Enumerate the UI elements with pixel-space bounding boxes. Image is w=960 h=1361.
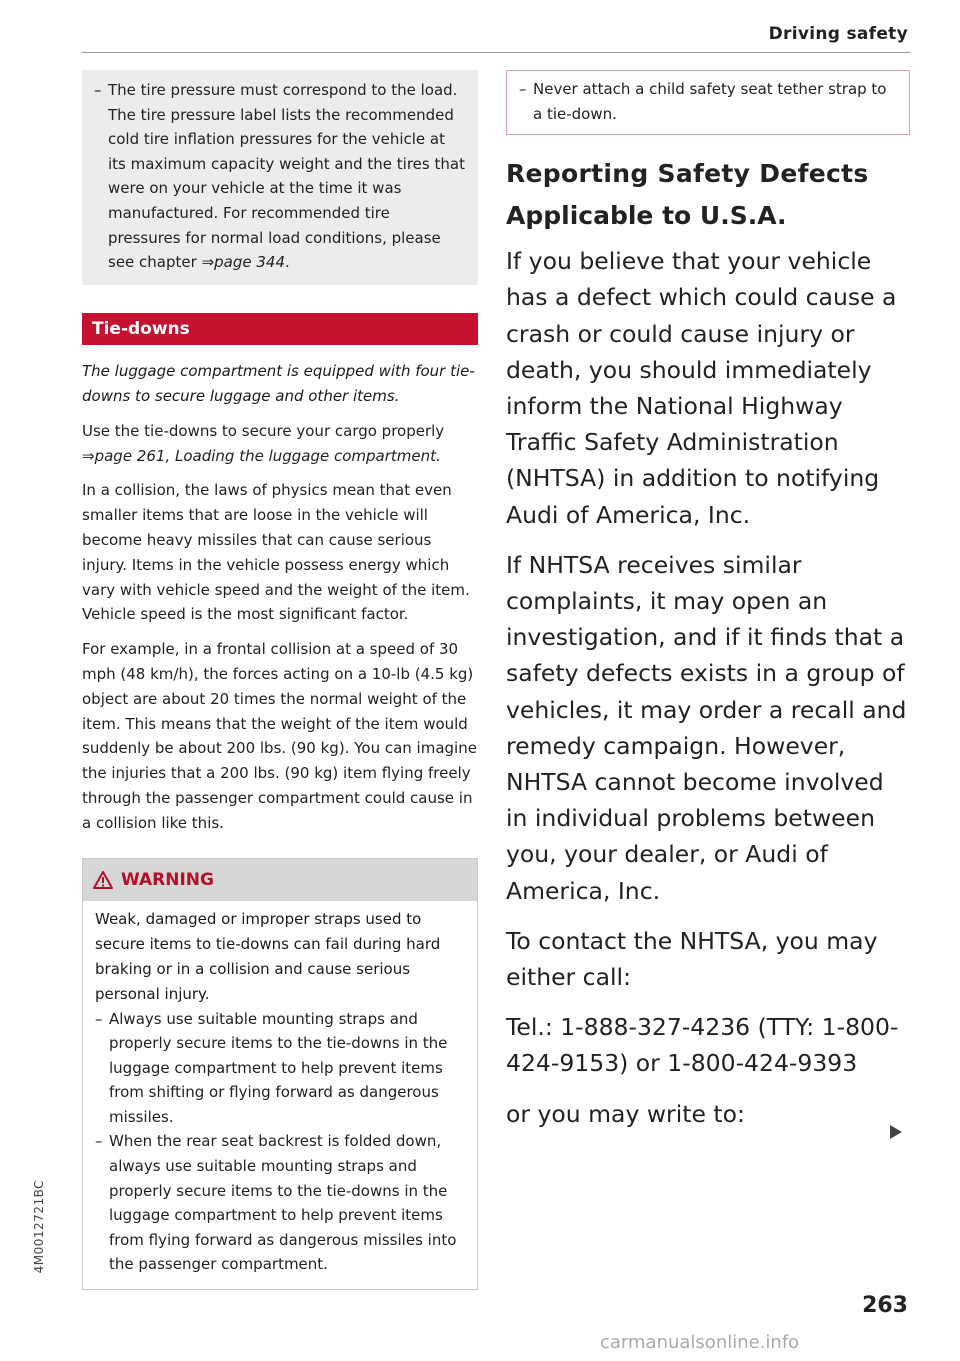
header-rule [82, 52, 910, 53]
page-number: 263 [862, 1293, 908, 1318]
continue-arrow-icon[interactable] [890, 1125, 902, 1139]
example-paragraph: For example, in a frontal collision at a speed of 30 mph (48 km/h), the forces acting on a 10-lb (4.5 kg) object are about 20 times the normal weight of the item. This means that the weight of the item would suddenly be about 200 lbs. (90 kg). You can imagine the injuries that a 200 lbs. (90 kg) item flying freely through the passenger compartment could cause in a collision like this. [82, 640, 477, 832]
use-tie-downs-paragraph [82, 419, 478, 469]
arrow-right-icon: ⇒ [201, 253, 215, 272]
section-title: Driving safety [768, 24, 908, 44]
left-column [82, 70, 478, 1290]
tie-downs-intro: The luggage compartment is equipped with four tie-downs to secure luggage and other items. [82, 361, 475, 405]
use-tie-downs-text: Use the tie-downs to secure your cargo properly [82, 421, 445, 440]
warning-body [83, 901, 477, 1290]
arrow-right-icon: ⇒ [82, 446, 95, 465]
warning-bullet: – When the rear seat backrest is folded down, always use suitable mounting straps and properly secure items to the tie-downs in the luggage compartment to help prevent items from flying forward as dangerous missiles into the passenger compartment. [95, 1129, 465, 1277]
reporting-heading: Reporting Safety Defects [506, 159, 869, 189]
tire-pressure-text: The tire pressure must correspond to the load. The tire pressure label lists the recommended cold tire inflation pressures for the vehicle at its maximum capacity weight and the tires that were on your vehicle at the time it was manufactured. For recommended tire pressures for normal load conditions, please see chapter [108, 81, 465, 272]
page-261-link[interactable]: page 261, Loading the luggage compartment. [94, 446, 441, 465]
warning-header [83, 859, 477, 901]
tether-note-box [506, 70, 910, 135]
tire-pressure-box [82, 70, 478, 285]
page-344-link[interactable]: page 344 [214, 253, 286, 272]
tether-bullet: – Never attach a child safety seat tether strap to a tie-down. [519, 77, 897, 126]
warning-intro: Weak, damaged or improper straps used to secure items to tie-downs can fail during hard braking or in a collision and cause serious personal injury. [95, 909, 441, 1003]
warning-box [82, 858, 478, 1291]
tie-downs-heading: Tie-downs [82, 313, 478, 345]
nhtsa-paragraph: If NHTSA receives similar complaints, it may open an investigation, and if it finds that a safety defects exists in a group of vehicles, it may order a recall and remedy campaign. However, NHTSA cannot become involved in individual problems between you, your dealer, or Audi of America, Inc. [506, 550, 907, 905]
write-to-text: or you may write to: [506, 1099, 745, 1128]
watermark: carmanualsonline.info [600, 1332, 800, 1353]
document-code: 4M0012721BC [32, 1180, 46, 1274]
telephone-numbers: Tel.: 1-888-327-4236 (TTY: 1-800-424-9153) or 1-800-424-9393 [506, 1013, 899, 1078]
warning-title: WARNING [121, 869, 214, 890]
warning-bullet: – Always use suitable mounting straps and properly secure items to the tie-downs in the luggage compartment to help prevent items from shifting or flying forward as dangerous missiles. [95, 1007, 465, 1130]
right-column [506, 70, 910, 1132]
collision-paragraph: In a collision, the laws of physics mean that even smaller items that are loose in the vehicle will become heavy missiles that can cause serious injury. Items in the vehicle possess energy which vary with vehicle speed and the weight of the item. Vehicle speed is the most significant factor. [82, 481, 470, 624]
reporting-subheading: Applicable to U.S.A. [506, 201, 787, 231]
contact-paragraph: To contact the NHTSA, you may either call: [506, 926, 878, 992]
warning-triangle-icon [93, 871, 113, 889]
tire-pressure-bullet: – The tire pressure must correspond to the load. The tire pressure label lists the recommended cold tire inflation pressures for the vehicle at its maximum capacity weight and the tires that were on your vehicle at the time it was manufactured. For recommended tire pressures for normal load conditions, please see chapter ⇒page 344. [94, 78, 466, 275]
defect-paragraph: If you believe that your vehicle has a defect which could cause a crash or could cause injury or death, you should immediately inform the National Highway Traffic Safety Administration (NHTSA) in addition to notifying Audi of America, Inc. [506, 247, 897, 529]
